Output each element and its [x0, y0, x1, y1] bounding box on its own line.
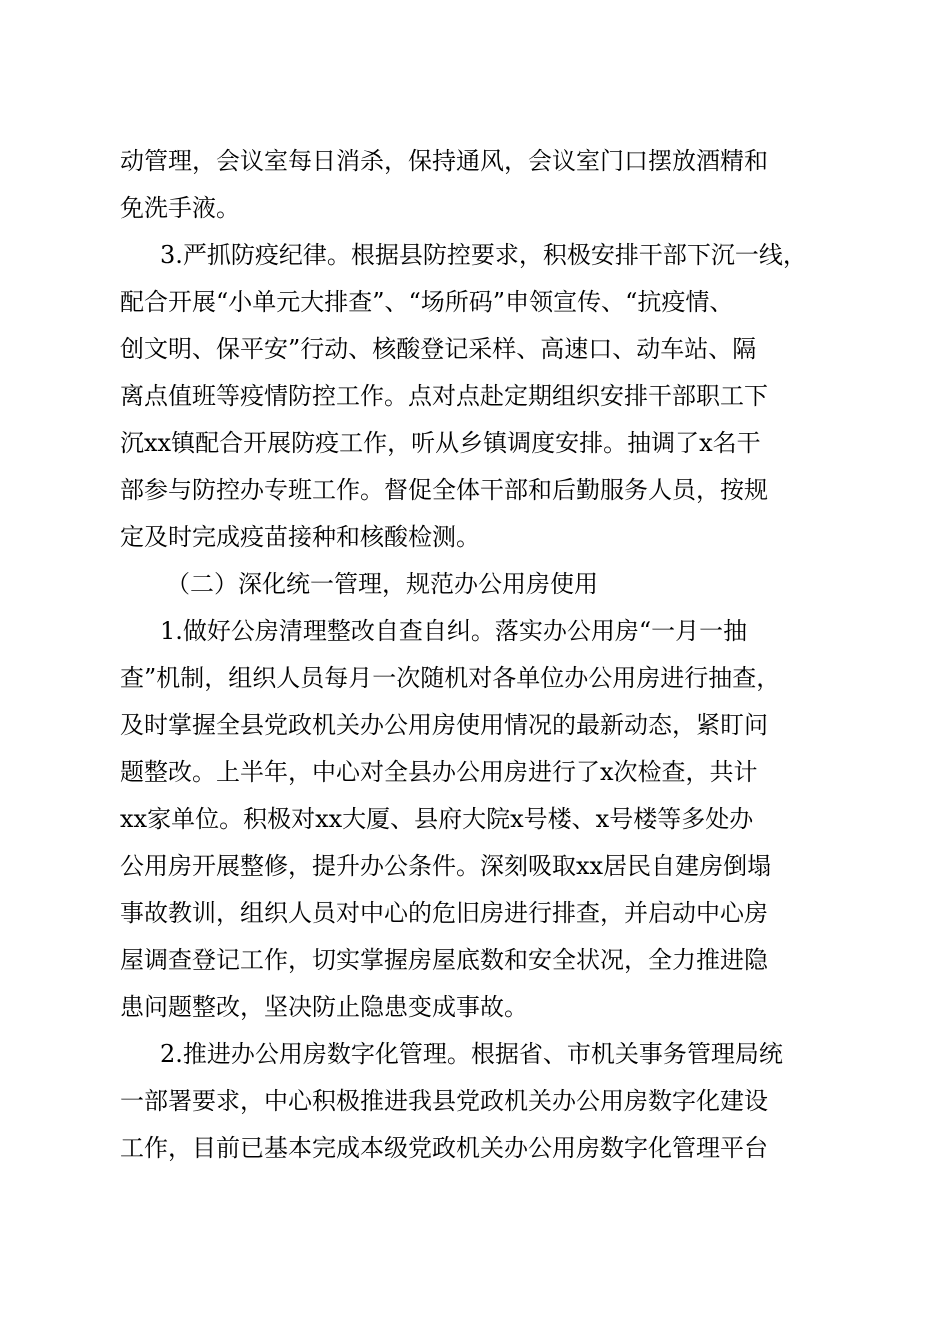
- body-text-line: 工作，目前已基本完成本级党政机关办公用房数字化管理平台: [120, 1134, 768, 1162]
- body-text-line: 2.推进办公用房数字化管理。根据省、市机关事务管理局统: [160, 1040, 783, 1068]
- body-text-line: 公用房开展整修，提升办公条件。深刻吸取xx居民自建房倒塌: [120, 852, 772, 880]
- body-text-line: 事故教训，组织人员对中心的危旧房进行排查，并启动中心房: [120, 899, 768, 927]
- body-text-line: 一部署要求，中心积极推进我县党政机关办公用房数字化建设: [120, 1087, 768, 1115]
- body-text-line: 免洗手液。: [120, 194, 240, 222]
- body-text-line: 及时掌握全县党政机关办公用房使用情况的最新动态，紧盯问: [120, 711, 768, 739]
- body-text-line: 定及时完成疫苗接种和核酸检测。: [120, 523, 480, 551]
- body-text-line: 患问题整改，坚决防止隐患变成事故。: [120, 993, 528, 1021]
- body-text-line: 创文明、保平安”行动、核酸登记采样、高速口、动车站、隔: [120, 335, 757, 363]
- body-text-line: 动管理，会议室每日消杀，保持通风，会议室门口摆放酒精和: [120, 147, 768, 175]
- body-text-line: 查”机制，组织人员每月一次随机对各单位办公用房进行抽查，: [120, 664, 781, 692]
- body-text-line: 配合开展“小单元大排查”、“场所码”申领宣传、“抗疫情、: [120, 288, 734, 316]
- body-text-line: 题整改。上半年，中心对全县办公用房进行了x次检查，共计: [120, 758, 758, 786]
- body-text-line: 3.严抓防疫纪律。根据县防控要求，积极安排干部下沉一线，: [160, 241, 807, 269]
- body-text-line: xx家单位。积极对xx大厦、县府大院x号楼、x号楼等多处办: [120, 805, 754, 833]
- body-text-line: 部参与防控办专班工作。督促全体干部和后勤服务人员，按规: [120, 476, 768, 504]
- body-text-line: 沉xx镇配合开展防疫工作，听从乡镇调度安排。抽调了x名干: [120, 429, 761, 457]
- body-text-line: 屋调查登记工作，切实掌握房屋底数和安全状况，全力推进隐: [120, 946, 768, 974]
- body-text-line: 离点值班等疫情防控工作。点对点赴定期组织安排干部职工下: [120, 382, 768, 410]
- section-heading: （二）深化统一管理，规范办公用房使用: [166, 570, 598, 598]
- body-text-line: 1.做好公房清理整改自查自纠。落实办公用房“一月一抽: [160, 617, 748, 645]
